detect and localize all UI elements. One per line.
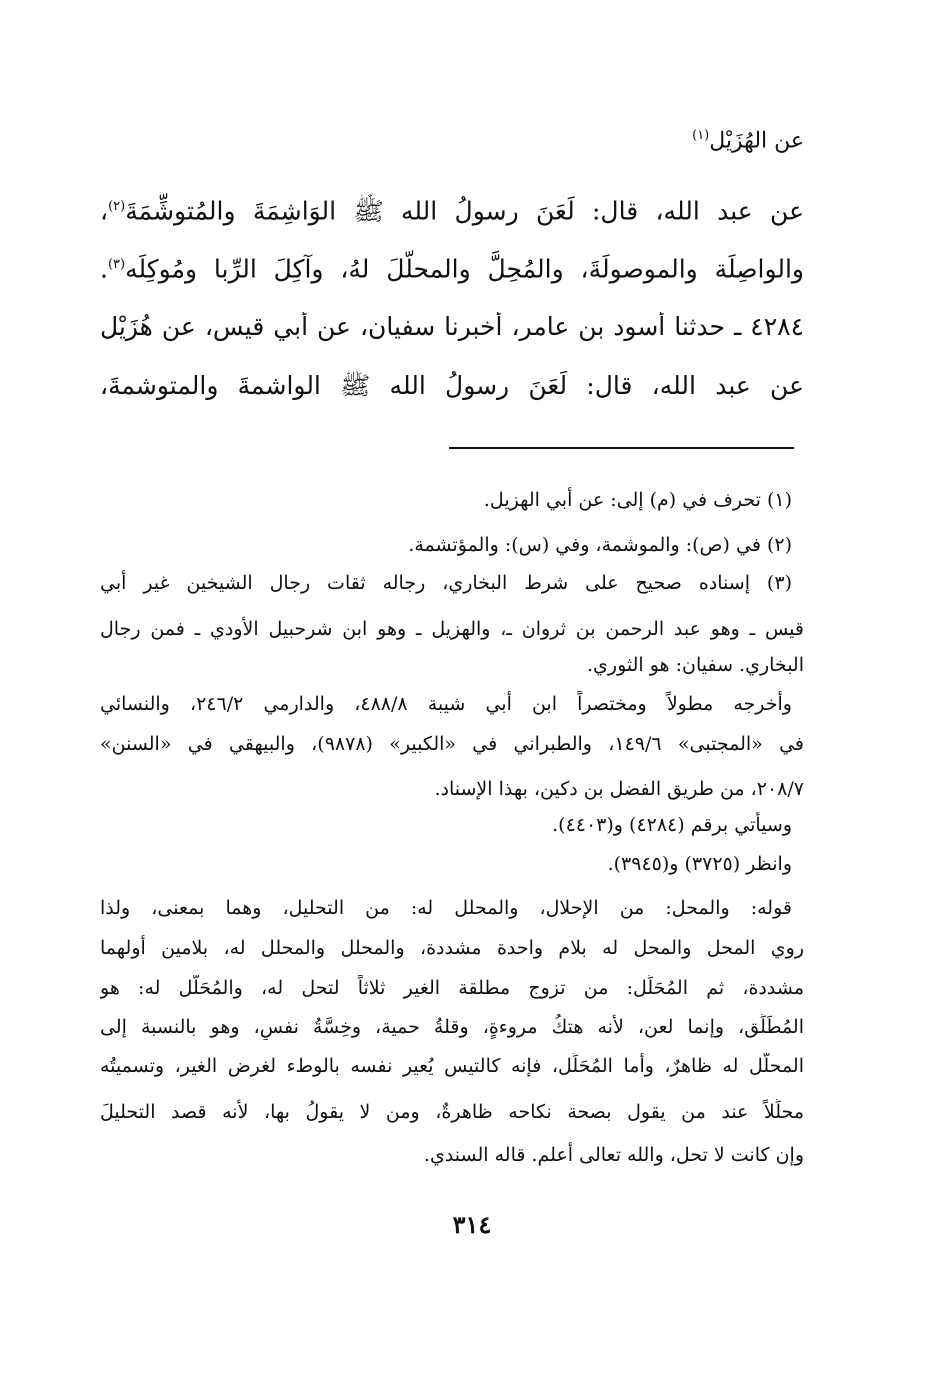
main-text: والواصِلَة والموصولَةَ، والمُحِلَّ والمحلَّلَ لهُ، وآكِلَ الرِّبا ومُوكِلَه <box>125 254 804 284</box>
main-text: ٤٢٨٤ ـ حدثنا أسود بن عامر، أخبرنا سفيان، عن أبي قيس، عن هُزَيْل <box>100 312 804 341</box>
footnote-3-line: قيس ـ وهو عبد الرحمن بن ثروان ـ، والهزيل ـ وهو ابن شرحبيل الأودي ـ فمن رجال <box>100 618 804 640</box>
heading-text: عن الهُزَيْل <box>709 128 804 154</box>
footnote-3-line: في «المجتبى» ١٤٩/٦، والطبراني في «الكبير» (٩٨٧٨)، والبيهقي في «السنن» <box>100 733 804 755</box>
commentary-line: روي المحل والمحل له بلام واحدة مشددة، والمحلل والمحلل له، بلامين أولهما <box>100 937 804 959</box>
main-text-line <box>100 312 804 342</box>
footnote-ref: (٢) <box>108 199 126 214</box>
footnote-ref: (٣) <box>107 257 126 272</box>
page-number: ٣١٤ <box>452 1210 492 1239</box>
commentary-line: المحلَّل له ظاهرٌ، وأما المُحَلِّل، فإنه كالتيس يُعير نفسه بالوطء لغرض الغير، وتسميتُه <box>100 1055 804 1077</box>
commentary-line: محلِّلاً عند من يقول بصحة نكاحه ظاهرةٌ، ومن لا يقولُ بها، لأنه قصد التحليلَ <box>100 1101 804 1123</box>
footnote-3-line: (٣) إسناده صحيح على شرط البخاري، رجاله ثقات رجال الشيخين غير أبي <box>100 572 792 594</box>
footnote-separator <box>449 447 794 449</box>
commentary-line: المُطَلِّق، وإنما لعن، لأنه هتكُ مروءةٍ، وقلةُ حمية، وخِسَّةُ نفسٍ، وهو بالنسبة إلى <box>100 1016 804 1038</box>
commentary-line: قوله: والمحل: من الإحلال، والمحلل له: من التحليل، وهما بمعنى، ولذا <box>100 897 792 919</box>
chain-heading <box>100 128 804 153</box>
commentary-line: وإن كانت لا تحل، والله تعالى أعلم. قاله السندي. <box>423 1144 804 1166</box>
footnote-3-line: وسيأتي برقم (٤٢٨٤) و(٤٤٠٣). <box>552 814 792 836</box>
main-text-line <box>100 250 804 284</box>
main-text-line <box>100 371 804 401</box>
punctuation: ، <box>100 196 109 226</box>
footnote-3-line: البخاري. سفيان: هو الثوري. <box>586 654 804 676</box>
footnote-3-line: وأخرجه مطولاً ومختصراً ابن أبي شيبة ٤٨٨/٨، والدارمي ٢٤٦/٢، والنسائي <box>100 693 792 715</box>
footnote-3-line: ٢٠٨/٧، من طريق الفضل بن دكين، بهذا الإسناد. <box>434 778 804 800</box>
main-text: عن عبد الله، قال: لَعَنَ رسولُ الله ﷺ الواشمةَ والمتوشمةَ، <box>100 371 804 400</box>
main-text-line <box>100 192 804 226</box>
main-text: عن عبد الله، قال: لَعَنَ رسولُ الله ﷺ الوَاشِمَةَ والمُتوشِّمَةَ <box>125 196 804 226</box>
punctuation: . <box>100 254 108 284</box>
footnote-1: (١) تحرف في (م) إلى: عن أبي الهزيل. <box>483 489 792 511</box>
heading-footnote-ref: (١) <box>692 128 710 143</box>
footnote-2: (٢) في (ص): والموشمة، وفي (س): والمؤتشمة. <box>408 534 792 556</box>
footnote-3-line: وانظر (٣٧٢٥) و(٣٩٤٥). <box>607 853 792 875</box>
commentary-line: مشددة، ثم المُحَلِّل: من تزوج مطلقة الغير ثلاثاً لتحل له، والمُحَلَّل له: هو <box>100 977 804 999</box>
